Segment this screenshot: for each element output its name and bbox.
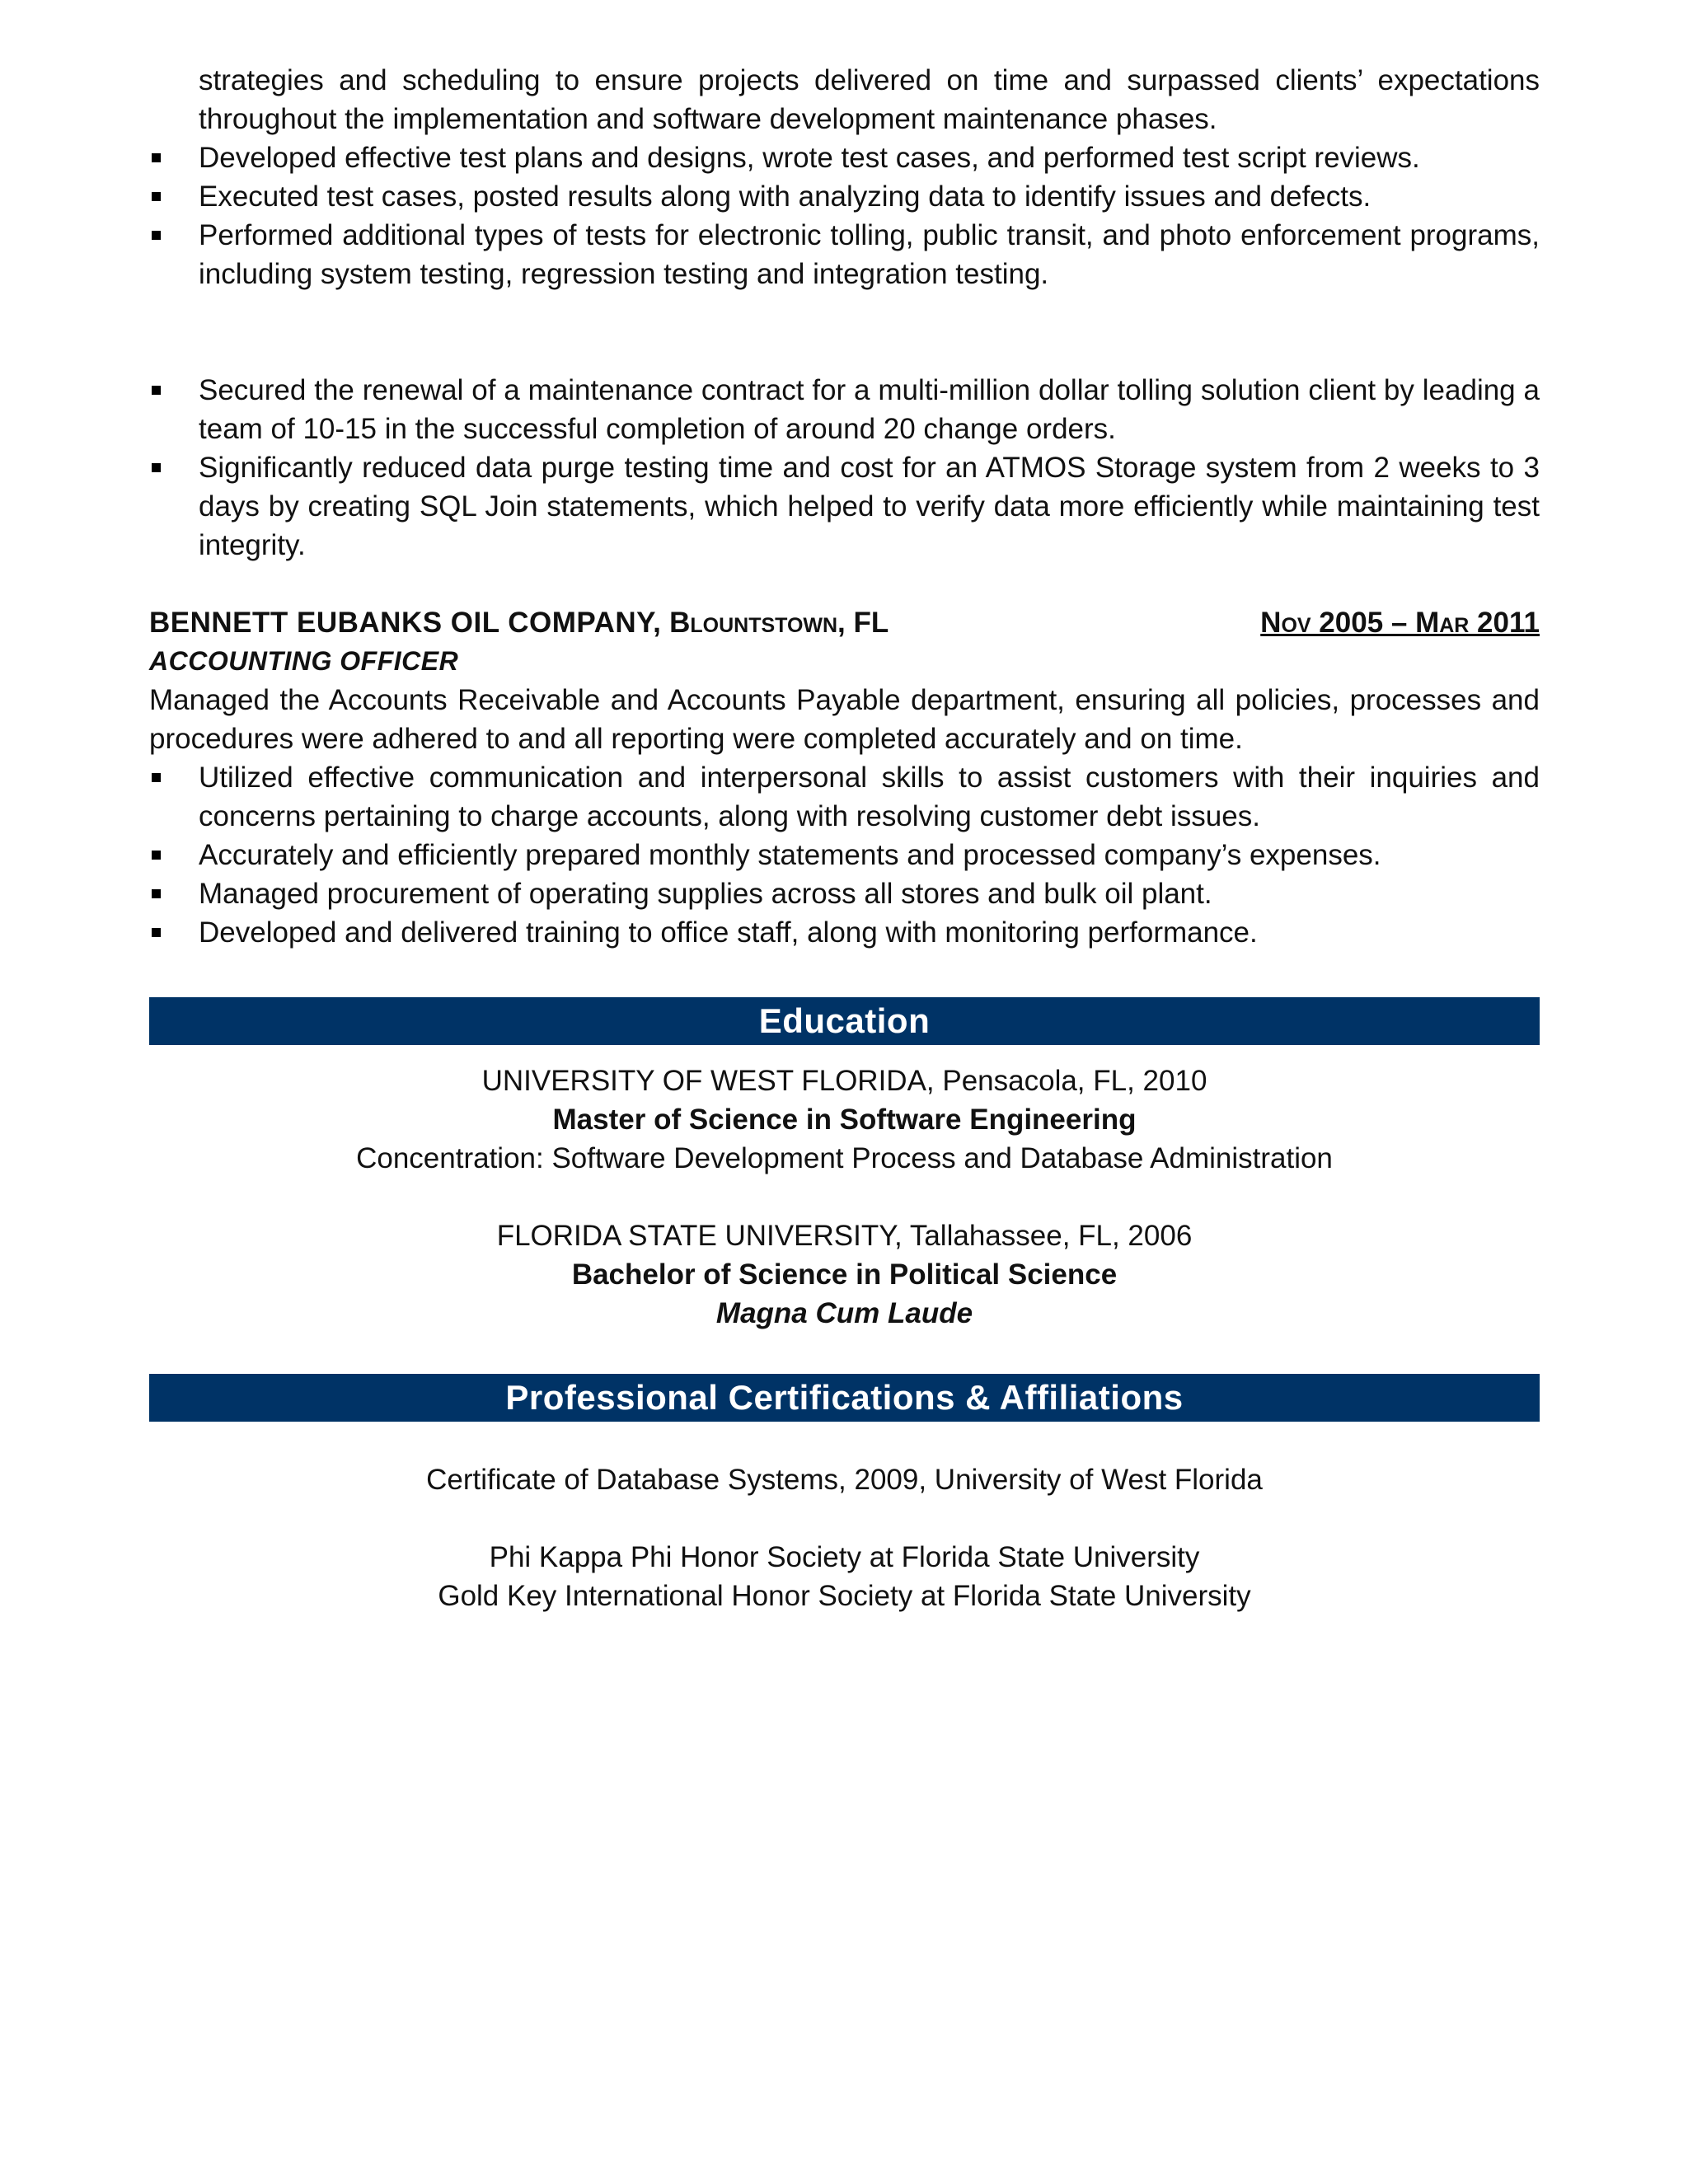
list-item: Developed and delivered training to office staff, along with monitoring performance. bbox=[149, 913, 1540, 952]
bullet-square-icon bbox=[152, 889, 161, 898]
list-item: Utilized effective communication and interpersonal skills to assist customers with their inquiries and concerns pertaining to charge accounts, along with resolving customer debt issues. bbox=[149, 758, 1540, 836]
list-item: Developed effective test plans and designs, wrote test cases, and performed test script reviews. bbox=[149, 138, 1540, 177]
job-title: ACCOUNTING OFFICER bbox=[149, 646, 459, 676]
education-list bbox=[149, 1062, 1540, 1333]
spacer bbox=[149, 293, 1540, 371]
education-degree: Bachelor of Science in Political Science bbox=[571, 1258, 1118, 1291]
list-item: Performed additional types of tests for electronic tolling, public transit, and photo enforcement programs, including system testing, regression testing and integration testing. bbox=[149, 216, 1540, 293]
spacer bbox=[149, 952, 1540, 997]
bullet-square-icon bbox=[152, 928, 161, 937]
bullet-square-icon bbox=[152, 463, 161, 472]
resume-page bbox=[149, 61, 1540, 1615]
education-concentration: Concentration: Software Development Process and Database Administration bbox=[356, 1142, 1333, 1174]
job-employer bbox=[149, 603, 889, 642]
affiliation-item: Gold Key International Honor Society at Florida State University bbox=[438, 1580, 1251, 1612]
certifications-list bbox=[149, 1460, 1540, 1615]
education-school: FLORIDA STATE UNIVERSITY, Tallahassee, FL, 2006 bbox=[496, 1220, 1193, 1252]
job-intro-continuation: strategies and scheduling to ensure projects delivered on time and surpassed clients’ expectations throughout the implementation and software development maintenance phases. bbox=[199, 64, 1540, 135]
education-degree: Master of Science in Software Engineering bbox=[552, 1104, 1137, 1136]
list-item: Managed procurement of operating supplies across all stores and bulk oil plant. bbox=[149, 874, 1540, 913]
job-dates: Nov 2005 – Mar 2011 bbox=[1260, 607, 1540, 639]
education-section-heading: Education bbox=[149, 997, 1540, 1045]
spacer bbox=[149, 1178, 1540, 1216]
list-item: Executed test cases, posted results along with analyzing data to identify issues and defects. bbox=[149, 177, 1540, 216]
company-location: Blountstown, FL bbox=[669, 607, 889, 639]
spacer bbox=[149, 1333, 1540, 1374]
education-school: UNIVERSITY OF WEST FLORIDA, Pensacola, FL, 2010 bbox=[481, 1065, 1207, 1097]
list-item: Significantly reduced data purge testing time and cost for an ATMOS Storage system from 2 weeks to 3 days by creating SQL Join statements, which helped to verify data more efficiently while maintaining test integrity. bbox=[149, 448, 1540, 565]
spacer bbox=[149, 1499, 1540, 1538]
list-item: Secured the renewal of a maintenance contract for a multi-million dollar tolling solution client by leading a team of 10-15 in the successful completion of around 20 change orders. bbox=[149, 371, 1540, 448]
previous-job-duties-list bbox=[149, 138, 1540, 293]
bullet-square-icon bbox=[152, 231, 161, 240]
education-honors: Magna Cum Laude bbox=[715, 1297, 973, 1329]
bullet-square-icon bbox=[152, 153, 161, 162]
bullet-square-icon bbox=[152, 386, 161, 395]
company-name: BENNETT EUBANKS OIL COMPANY, bbox=[149, 607, 662, 639]
bullet-square-icon bbox=[152, 773, 161, 782]
spacer bbox=[149, 565, 1540, 603]
bullet-square-icon bbox=[152, 192, 161, 201]
certificate-item: Certificate of Database Systems, 2009, University of West Florida bbox=[426, 1464, 1263, 1496]
job-header bbox=[149, 603, 1540, 642]
job-summary: Managed the Accounts Receivable and Accounts Payable department, ensuring all policies, processes and procedures were adhered to and all reporting were completed accurately and on time. bbox=[149, 684, 1540, 755]
previous-job-achievements-list bbox=[149, 371, 1540, 565]
certifications-section-heading: Professional Certifications & Affiliations bbox=[149, 1374, 1540, 1422]
job-duties-list bbox=[149, 758, 1540, 952]
affiliation-item: Phi Kappa Phi Honor Society at Florida State University bbox=[489, 1541, 1200, 1573]
bullet-square-icon bbox=[152, 851, 161, 860]
list-item: Accurately and efficiently prepared monthly statements and processed company’s expenses. bbox=[149, 836, 1540, 874]
